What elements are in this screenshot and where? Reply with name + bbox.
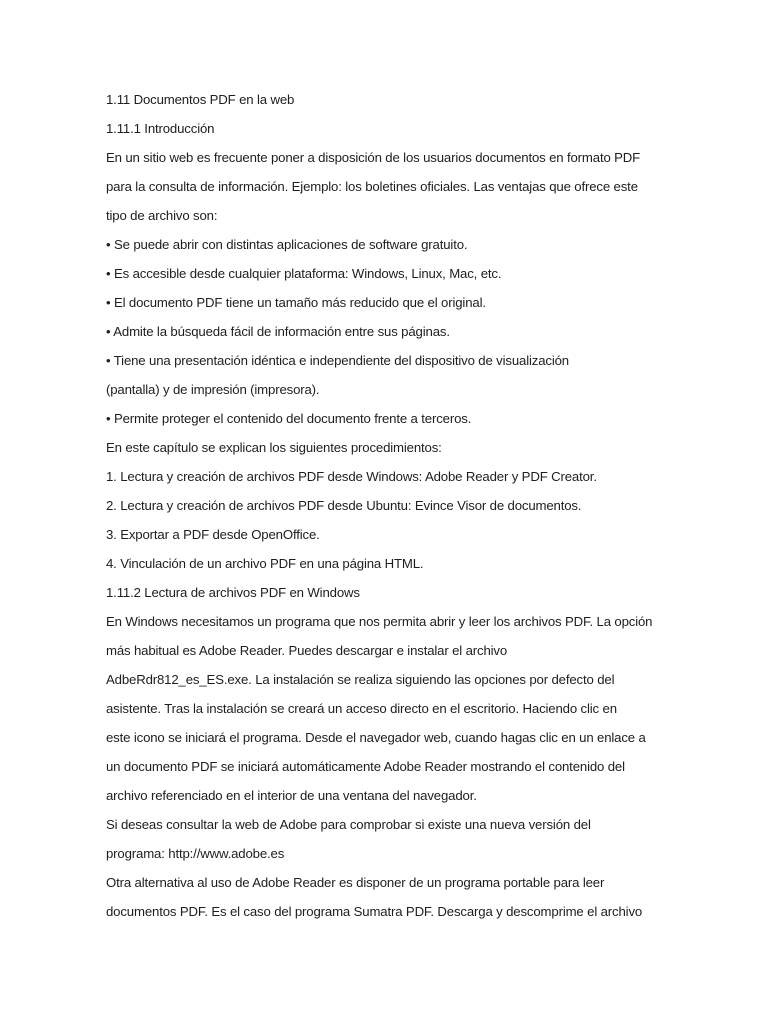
bullet-item-continued: (pantalla) y de impresión (impresora). (106, 382, 320, 397)
paragraph-line: un documento PDF se iniciará automáticamente Adobe Reader mostrando el contenido del (106, 759, 625, 774)
heading-subsection: 1.11.1 Introducción (106, 121, 215, 136)
paragraph-line: Otra alternativa al uso de Adobe Reader es disponer de un programa portable para leer (106, 875, 605, 890)
paragraph-line: Si deseas consultar la web de Adobe para comprobar si existe una nueva versión del (106, 817, 591, 832)
heading-subsection: 1.11.2 Lectura de archivos PDF en Windows (106, 585, 360, 600)
numbered-item: 4. Vinculación de un archivo PDF en una página HTML. (106, 556, 424, 571)
numbered-item: 3. Exportar a PDF desde OpenOffice. (106, 527, 320, 542)
paragraph-line: programa: http://www.adobe.es (106, 846, 285, 861)
paragraph-line: En un sitio web es frecuente poner a disposición de los usuarios documentos en formato PDF (106, 150, 641, 165)
bullet-item: • Admite la búsqueda fácil de información entre sus páginas. (106, 324, 450, 339)
bullet-item: • Se puede abrir con distintas aplicaciones de software gratuito. (106, 237, 468, 252)
paragraph-line: más habitual es Adobe Reader. Puedes descargar e instalar el archivo (106, 643, 508, 658)
paragraph-line: documentos PDF. Es el caso del programa Sumatra PDF. Descarga y descomprime el archivo (106, 904, 643, 919)
paragraph-line: asistente. Tras la instalación se creará un acceso directo en el escritorio. Haciendo clic en (106, 701, 617, 716)
paragraph-line: tipo de archivo son: (106, 208, 218, 223)
numbered-item: 1. Lectura y creación de archivos PDF desde Windows: Adobe Reader y PDF Creator. (106, 469, 597, 484)
paragraph-line: archivo referenciado en el interior de una ventana del navegador. (106, 788, 477, 803)
bullet-item: • Tiene una presentación idéntica e independiente del dispositivo de visualización (106, 353, 569, 368)
numbered-item: 2. Lectura y creación de archivos PDF desde Ubuntu: Evince Visor de documentos. (106, 498, 582, 513)
paragraph-line: En este capítulo se explican los siguientes procedimientos: (106, 440, 442, 455)
paragraph-line: este icono se iniciará el programa. Desde el navegador web, cuando hagas clic en un enlace a (106, 730, 646, 745)
paragraph-line: En Windows necesitamos un programa que nos permita abrir y leer los archivos PDF. La opción (106, 614, 653, 629)
heading-section: 1.11 Documentos PDF en la web (106, 92, 295, 107)
bullet-item: • Permite proteger el contenido del documento frente a terceros. (106, 411, 472, 426)
bullet-item: • El documento PDF tiene un tamaño más reducido que el original. (106, 295, 486, 310)
paragraph-line: para la consulta de información. Ejemplo: los boletines oficiales. Las ventajas que ofrece este (106, 179, 638, 194)
bullet-item: • Es accesible desde cualquier plataforma: Windows, Linux, Mac, etc. (106, 266, 502, 281)
paragraph-line: AdbeRdr812_es_ES.exe. La instalación se realiza siguiendo las opciones por defecto del (106, 672, 615, 687)
